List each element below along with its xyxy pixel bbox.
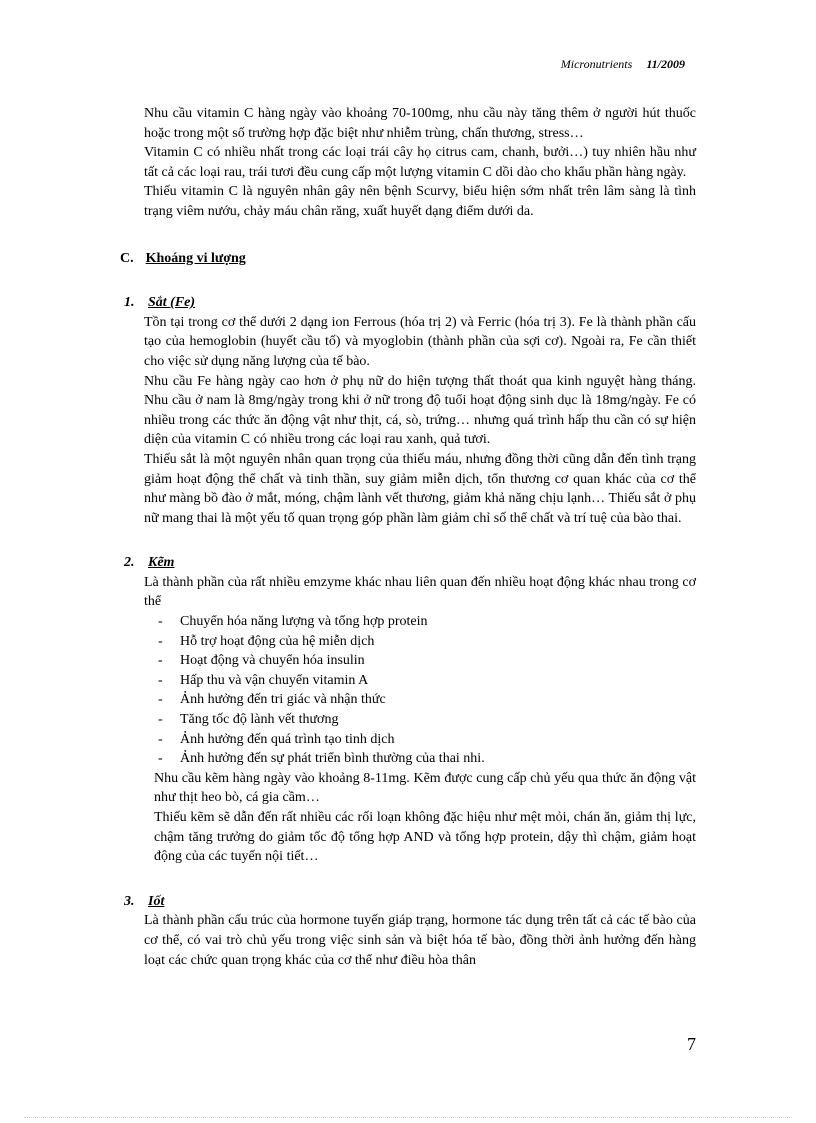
list-item: - Ảnh hưởng đến quá trình tạo tinh dịch — [158, 730, 696, 750]
subsection-number: 1. — [124, 295, 135, 311]
section-letter: C. — [120, 250, 134, 266]
section-heading-c — [120, 249, 696, 269]
header-date: 11/2009 — [646, 57, 685, 71]
list-item: - Chuyển hóa năng lượng và tổng hợp protein — [158, 612, 696, 632]
subsection-heading-zinc — [124, 553, 696, 573]
list-item: - Ảnh hưởng đến tri giác và nhận thức — [158, 690, 696, 710]
iron-paragraph: Thiếu sắt là một nguyên nhân quan trọng của thiếu máu, nhưng đồng thời cũng dẫn đến tình trạng giảm hoạt động thể chất và tinh thần, suy giảm miễn dịch, tổn thương cơ quan khác của cơ thể như màng bồ đào ở mắt, móng, chậm lành vết thương, giảm khả năng chịu lạnh… Thiếu sắt ở phụ nữ mang thai là một yếu tố quan trọng góp phần làm giảm chỉ số thể chất và trí tuệ của bào thai. — [144, 451, 696, 526]
zinc-functions-list — [144, 612, 696, 769]
running-header — [561, 57, 685, 72]
intro-paragraph: Nhu cầu vitamin C hàng ngày vào khoảng 70-100mg, nhu cầu này tăng thêm ở người hút thuốc hoặc trong một số trường hợp đặc biệt như nhiễm trùng, chấn thương, stress… — [144, 106, 696, 141]
list-item: - Ảnh hưởng đến sự phát triển bình thường của thai nhi. — [158, 749, 696, 769]
subsection-number: 3. — [124, 893, 135, 909]
section-title: Khoáng vi lượng — [145, 250, 246, 266]
header-title: Micronutrients — [560, 57, 633, 71]
list-item: - Hỗ trợ hoạt động của hệ miễn dịch — [158, 632, 696, 652]
subsection-heading-iodine — [124, 892, 696, 912]
subsection-title: Iốt — [148, 893, 165, 909]
iodine-paragraph: Là thành phần cấu trúc của hormone tuyến giáp trạng, hormone tác dụng trên tất cả các tế bào của cơ thể, có vai trò chủ yếu trong việc sinh sản và biệt hóa tế bào, đồng thời ảnh hưởng đến hàng loạt các chức quan trọng khác của cơ thể như điều hòa thân — [144, 913, 696, 968]
zinc-intro: Là thành phần của rất nhiều emzyme khác nhau liên quan đến nhiều hoạt động khác nhau trong cơ thể — [144, 574, 696, 610]
iron-paragraph: Tồn tại trong cơ thể dưới 2 dạng ion Ferrous (hóa trị 2) và Ferric (hóa trị 3). Fe là thành phần cấu tạo của hemoglobin (huyết cầu tố) và myoglobin (thành phần của sợi cơ). Ngoài ra, Fe cần thiết cho việc sử dụng năng lượng của tế bào. — [144, 314, 696, 369]
list-item: - Tăng tốc độ lành vết thương — [158, 710, 696, 730]
subsection-title: Kẽm — [148, 555, 175, 571]
intro-paragraph: Vitamin C có nhiều nhất trong các loại trái cây họ citrus cam, chanh, bưởi…) tuy nhiên hầu như tất cả các loại rau, trái tươi đều cung cấp một lượng vitamin C dồi dào cho khẩu phần hàng ngày. — [144, 145, 696, 180]
zinc-paragraph: Nhu cầu kẽm hàng ngày vào khoảng 8-11mg. Kẽm được cung cấp chủ yếu qua thức ăn động vật như thịt heo bò, cá gia cầm… — [154, 770, 696, 806]
subsection-title: Sắt (Fe) — [148, 295, 196, 311]
intro-paragraph: Thiếu vitamin C là nguyên nhân gây nên bệnh Scurvy, biểu hiện sớm nhất trên lâm sàng là tình trạng viêm nướu, chảy máu chân răng, xuất huyết dạng điểm dưới da. — [144, 184, 696, 219]
list-item: - Hấp thu và vận chuyển vitamin A — [158, 671, 696, 691]
iron-paragraph: Nhu cầu Fe hàng ngày cao hơn ở phụ nữ do hiện tượng thất thoát qua kinh nguyệt hàng tháng. Nhu cầu ở nam là 8mg/ngày trong khi ở nữ trong độ tuổi hoạt động sinh dục là 18mg/ngày. Fe có nhiều trong các thức ăn động vật như thịt, cá, sò, trứng… nhưng quá trình hấp thu cần có sự hiện diện của vitamin C có nhiều trong các loại rau xanh, quả tươi. — [144, 373, 696, 448]
page-bottom-divider — [24, 1117, 792, 1118]
page-number: 7 — [687, 1034, 696, 1054]
subsection-number: 2. — [124, 555, 135, 571]
subsection-heading-iron — [124, 293, 696, 313]
zinc-paragraph: Thiếu kẽm sẽ dẫn đến rất nhiều các rối loạn không đặc hiệu như mệt mỏi, chán ăn, giảm thị lực, chậm tăng trưởng do giảm tốc độ tổng hợp AND và tổng hợp protein, dậy thì chậm, giảm hoạt động của các tuyến nội tiết… — [154, 810, 696, 865]
list-item: - Hoạt động và chuyển hóa insulin — [158, 651, 696, 671]
body-text — [120, 104, 696, 970]
